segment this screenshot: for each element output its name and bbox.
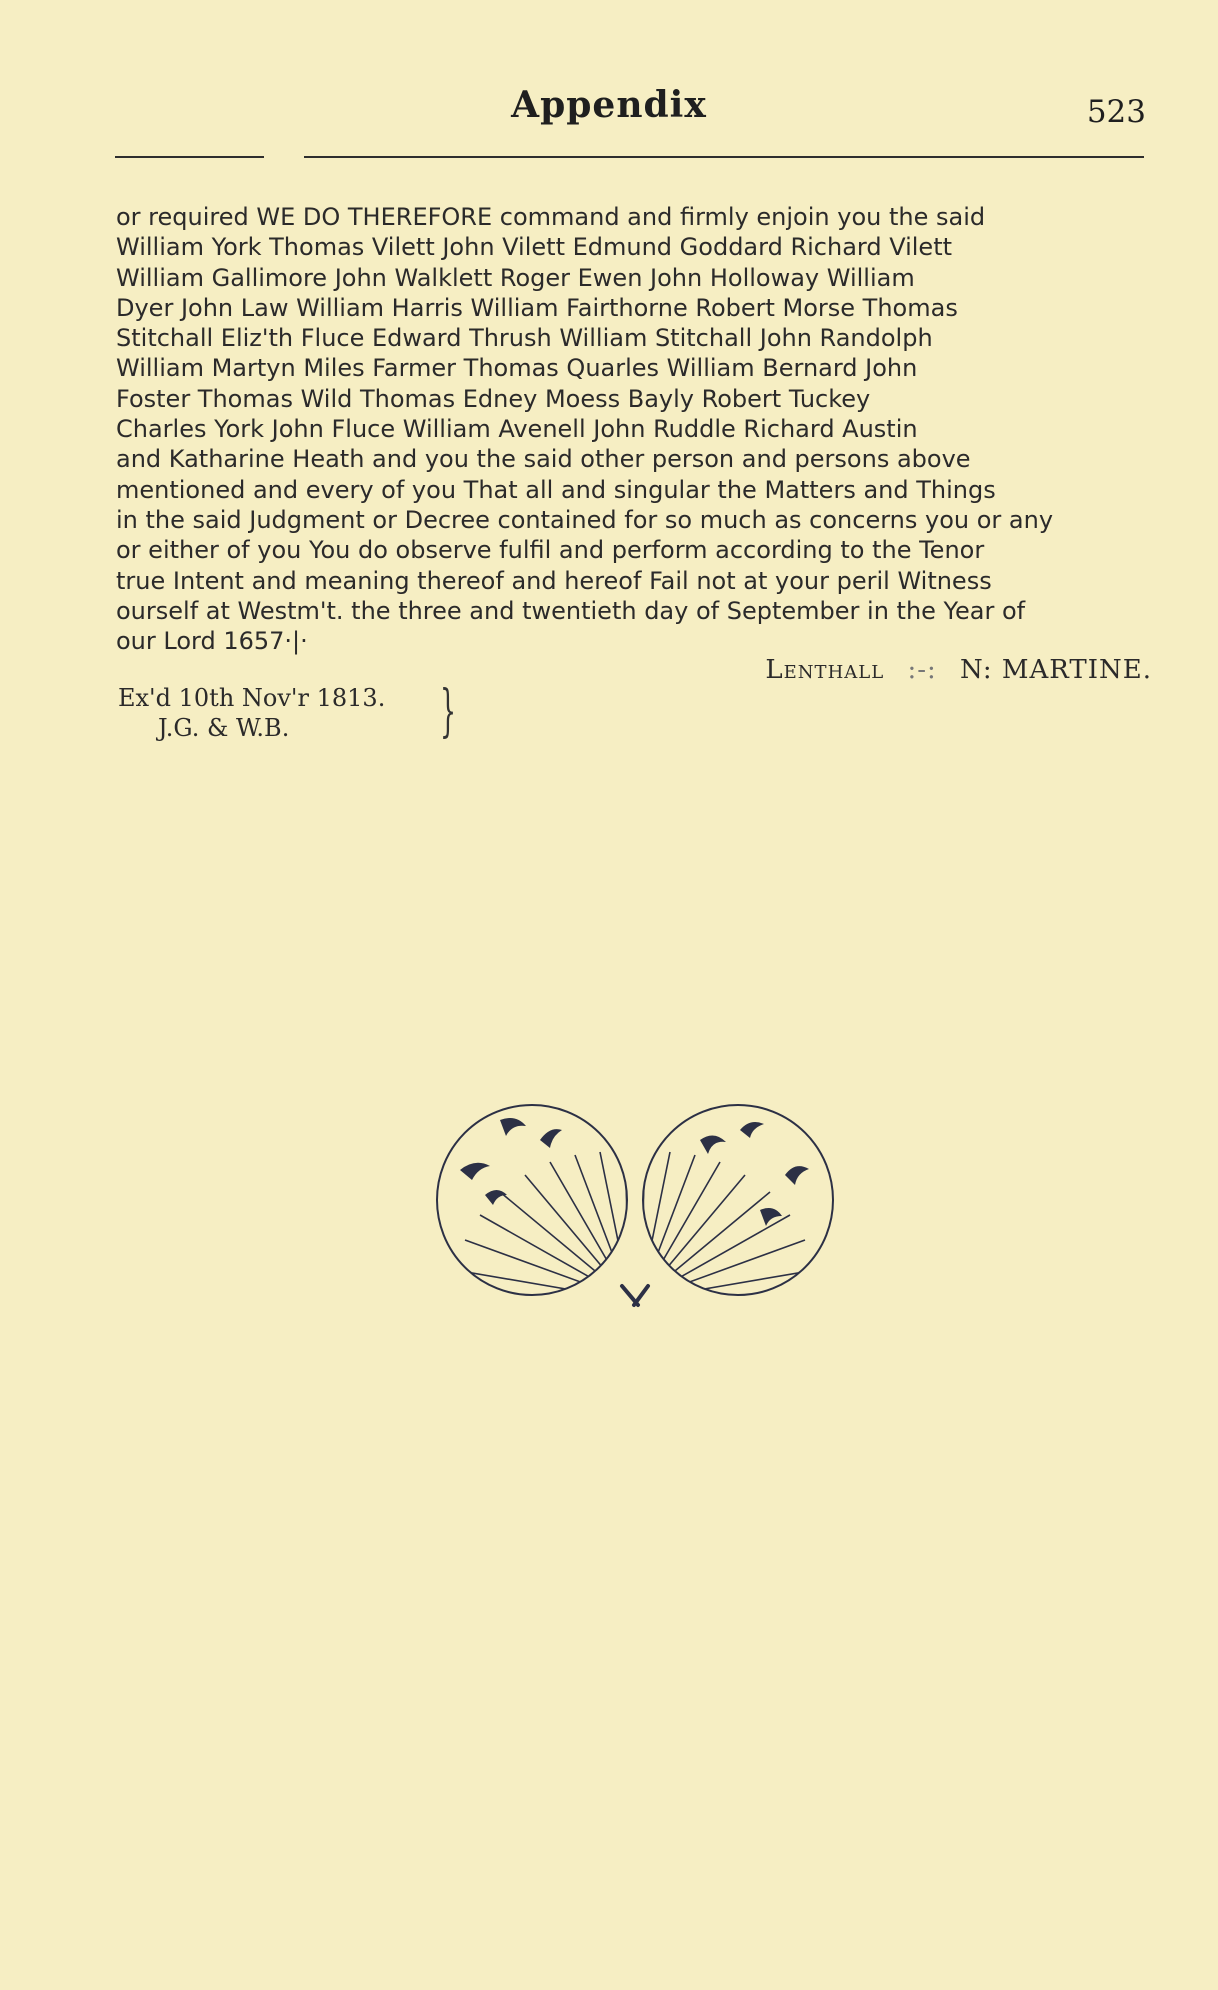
page-number: 523 xyxy=(1086,94,1146,130)
text-line: William York Thomas Vilett John Vilett Edmund Goddard Richard Vilett xyxy=(116,233,953,262)
signature-separator: :-: xyxy=(907,655,937,685)
text-line: Stitchall Eliz'th Fluce Edward Thrush William Stitchall John Randolph xyxy=(116,324,933,353)
text-line: or either of you You do observe fulfil and perform according to the Tenor xyxy=(116,536,985,565)
text-line: our Lord 1657·|· xyxy=(116,627,308,656)
text-line: or required WE DO THEREFORE command and firmly enjoin you the said xyxy=(116,203,986,231)
examination-initials: J.G. & W.B. xyxy=(158,714,290,742)
text-line: ourself at Westm't. the three and twentieth day of September in the Year of xyxy=(116,596,1026,625)
header-rule-right xyxy=(304,156,1144,158)
text-line: true Intent and meaning thereof and hereof Fail not at your peril Witness xyxy=(116,566,992,595)
signature-line xyxy=(765,655,1152,685)
text-line: mentioned and every of you That all and singular the Matters and Things xyxy=(116,475,996,504)
page-title: Appendix xyxy=(511,84,707,126)
text-line: William Martyn Miles Farmer Thomas Quarles William Bernard John xyxy=(116,354,918,383)
header-rule-left xyxy=(115,156,264,158)
text-line: Dyer John Law William Harris William Fairthorne Robert Morse Thomas xyxy=(116,293,958,322)
brace-glyph: } xyxy=(440,679,457,744)
text-line: Charles York John Fluce William Avenell John Ruddle Richard Austin xyxy=(116,415,918,444)
examination-note xyxy=(118,683,385,743)
signatory-lenthall: Lenthall xyxy=(765,655,885,685)
examination-date: Ex'd 10th Nov'r 1813. xyxy=(118,684,386,712)
text-line: in the said Judgment or Decree contained for so much as concerns you or any xyxy=(116,505,1054,534)
text-line: and Katharine Heath and you the said other person and persons above xyxy=(116,445,971,474)
signatory-martine: N: MARTINE. xyxy=(960,655,1152,685)
text-line: Foster Thomas Wild Thomas Edney Moess Bayly Robert Tuckey xyxy=(116,384,871,413)
text-line: William Gallimore John Walklett Roger Ewen John Holloway William xyxy=(116,263,915,292)
body-paragraph xyxy=(116,202,1152,656)
twin-fan-ornament-icon xyxy=(430,1100,840,1310)
